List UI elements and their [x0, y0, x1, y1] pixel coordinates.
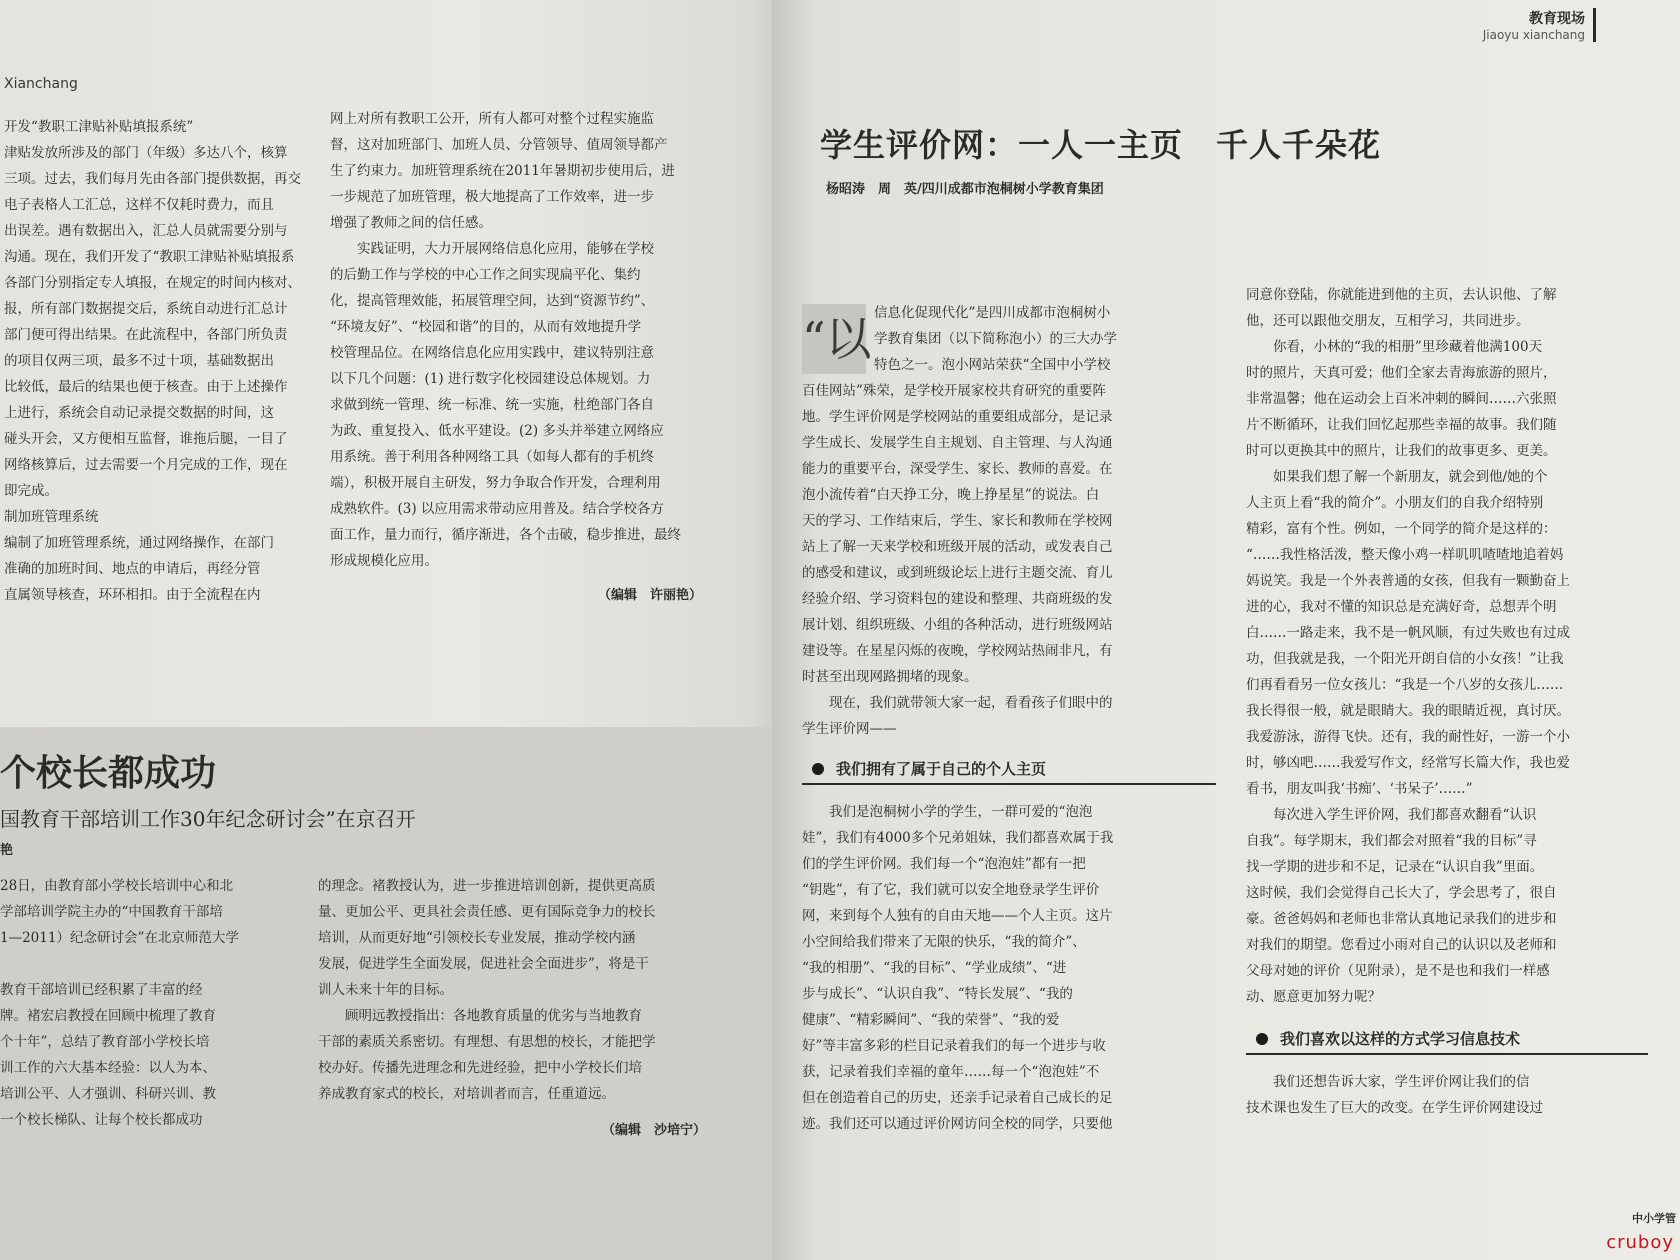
text-line: “环境友好”、“校园和谐”的目的，从而有效地提升学: [330, 319, 642, 335]
editor-credit-bottom: （编辑 沙培宁）: [601, 1123, 706, 1138]
text-line: 学教育集团（以下简称泡小）的三大办学: [874, 331, 1117, 347]
text-line: 获，记录着我们幸福的童年……每一个“泡泡娃”不: [802, 1064, 1100, 1080]
text-line: 开发“教职工津贴补贴填报系统”: [4, 119, 194, 135]
text-line: 娃”，我们有4000多个兄弟姐妹，我们都喜欢属于我: [802, 830, 1114, 846]
text-line: 量、更加公平、更具社会责任感、更有国际竞争力的校长: [318, 904, 656, 920]
text-line: 人主页上看“我的简介”。小朋友们的自我介绍特别: [1246, 495, 1544, 511]
text-line: 编制了加班管理系统，通过网络操作，在部门: [4, 535, 274, 551]
text-line: 健康”、“精彩瞬间”、“我的荣誉”、“我的爱: [802, 1012, 1060, 1028]
text-line: 豪。爸爸妈妈和老师也非常认真地记录我们的进步和: [1246, 911, 1557, 927]
text-line: 报，所有部门数据提交后，系统自动进行汇总计: [4, 301, 288, 317]
text-line: 校管理品位。在网络信息化应用实践中，建议特别注意: [330, 345, 654, 361]
text-line: 校办好。传播先进理念和先进经验，把中小学校长们培: [318, 1060, 642, 1076]
text-line: 个十年”，总结了教育部小学校长培: [0, 1034, 210, 1050]
header-pinyin: Jiaoyu xianchang: [1482, 28, 1585, 42]
text-line: 时甚至出现网路拥堵的现象。: [802, 669, 978, 685]
text-line: 非常温馨；他在运动会上百米冲刺的瞬间……六张照: [1246, 391, 1557, 407]
text-line: 1—2011）纪念研讨会”在北京师范大学: [0, 930, 239, 946]
article-title: 学生评价网：一人一主页 千人千朵花: [820, 126, 1382, 164]
news-column-2: [318, 873, 714, 1138]
news-title: 个校长都成功: [0, 752, 217, 794]
article-column-1: [802, 300, 1216, 1137]
text-line: 我长得很一般，就是眼睛大。我的眼睛近视，真讨厌。: [1246, 703, 1570, 719]
text-line: 好”等丰富多彩的栏目记录着我们的每一个进步与收: [802, 1038, 1106, 1054]
text-line: 百佳网站”殊荣，是学校开展家校共育研究的重要阵: [802, 383, 1106, 399]
text-line: 网，来到每个人独有的自由天地——个人主页。这片: [802, 908, 1113, 924]
text-line: 展计划、组织班级、小组的各种活动，进行班级网站: [802, 617, 1113, 633]
right-page: [772, 0, 1680, 1260]
text-line: 以下几个问题：(1) 进行数字化校园建设总体规划。力: [330, 371, 651, 387]
text-line: 增强了教师之间的信任感。: [330, 215, 492, 231]
text-line: 直属领导核查，环环相扣。由于全流程在内: [4, 587, 261, 603]
section2-text: [1246, 1069, 1648, 1121]
text-line: 能力的重要平台，深受学生、家长、教师的喜爱。在: [802, 461, 1113, 477]
byline: 杨昭涛 周 英/四川成都市泡桐树小学教育集团: [826, 182, 1104, 197]
watermark: cruboy: [1606, 1232, 1674, 1253]
text-line: 的项目仅两三项，最多不过十项，基础数据出: [4, 353, 274, 369]
section-heading-2: [1246, 1022, 1648, 1055]
text-line: 找一学期的进步和不足，记录在“认识自我”里面。: [1246, 859, 1544, 875]
drop-cap: “以: [802, 304, 866, 374]
text-line: 小空间给我们带来了无限的快乐，“我的简介”、: [802, 934, 1086, 950]
text-line: 技术课也发生了巨大的改变。在学生评价网建设过: [1246, 1100, 1543, 1116]
text-line: 时可以更换其中的照片，让我们的故事更多、更美。: [1246, 443, 1557, 459]
text-line: 碰头开会，又方便相互监督，谁拖后腿，一目了: [4, 431, 288, 447]
text-line: 看书，朋友叫我‘书痴’、‘书呆子’……”: [1246, 781, 1473, 797]
text-line: 时的照片，天真可爱；他们全家去青海旅游的照片，: [1246, 365, 1557, 381]
left-col2-text: [330, 106, 714, 574]
text-line: 成熟软件。(3) 以应用需求带动应用普及。结合学校各方: [330, 501, 664, 517]
left-top-column-2: [330, 106, 714, 603]
text-line: 的理念。褚教授认为，进一步推进培训创新，提供更高质: [318, 878, 656, 894]
text-line: 经验介绍、学习资料包的建设和整理、共商班级的发: [802, 591, 1113, 607]
section-heading-1: [802, 752, 1216, 785]
text-line: 白……一路走来，我不是一帆风顺，有过失败也有过成: [1246, 625, 1570, 641]
news-author: 艳: [0, 843, 14, 858]
text-line: 们再看看另一位女孩儿：“我是一个八岁的女孩儿……: [1246, 677, 1564, 693]
left-running-header: Xianchang: [4, 76, 78, 92]
news-box: [0, 727, 774, 1260]
text-line: 学生成长、发展学生自主规划、自主管理、与人沟通: [802, 435, 1113, 451]
text-line: 学生评价网——: [802, 721, 897, 737]
text-line: 形成规模化应用。: [330, 553, 438, 569]
text-line: 自我”。每学期末，我们都会对照着“我的目标”寻: [1246, 833, 1537, 849]
text-line: 地。学生评价网是学校网站的重要组成部分，是记录: [802, 409, 1113, 425]
text-line: “钥匙”，有了它，我们就可以安全地登录学生评价: [802, 882, 1100, 898]
text-line: 父母对她的评价（见附录），是不是也和我们一样感: [1246, 963, 1550, 979]
section-heading-2-label: 我们喜欢以这样的方式学习信息技术: [1280, 1030, 1521, 1048]
text-line: 如果我们想了解一个新朋友，就会到他/她的个: [1246, 469, 1548, 485]
news-col1-text: [0, 873, 290, 1133]
text-line: 泡小流传着“白天挣工分，晚上挣星星”的说法。白: [802, 487, 1100, 503]
text-line: 但在创造着自己的历史，还亲手记录着自己成长的足: [802, 1090, 1113, 1106]
text-line: 我们是泡桐树小学的学生，一群可爱的“泡泡: [802, 804, 1093, 820]
text-line: 训工作的六大基本经验：以人为本、: [0, 1060, 216, 1076]
text-line: 比较低，最后的结果也便于核查。由于上述操作: [4, 379, 288, 395]
text-line: 片不断循环，让我们回忆起那些幸福的故事。我们随: [1246, 417, 1557, 433]
text-line: 网络核算后，过去需要一个月完成的工作，现在: [4, 457, 288, 473]
text-line: 教育干部培训已经积累了丰富的经: [0, 982, 203, 998]
text-line: 信息化促现代化”是四川成都市泡桐树小: [874, 305, 1111, 321]
running-header: [1483, 8, 1596, 42]
left-col1-text: [4, 114, 301, 608]
text-line: 即完成。: [4, 483, 58, 499]
text-line: 步与成长”、“认识自我”、“特长发展”、“我的: [802, 986, 1073, 1002]
text-line: 实践证明，大力开展网络信息化应用，能够在学校: [330, 241, 654, 257]
text-line: 对我们的期望。您看过小雨对自己的认识以及老师和: [1246, 937, 1557, 953]
text-line: 督，这对加班部门、加班人员、分管领导、值周领导都产: [330, 137, 668, 153]
section-heading-1-label: 我们拥有了属于自己的个人主页: [836, 760, 1047, 778]
editor-credit-top: （编辑 许丽艳）: [597, 588, 702, 603]
text-line: 面工作，量力而行，循序渐进，各个击破，稳步推进，最终: [330, 527, 681, 543]
text-line: 每次进入学生评价网，我们都喜欢翻看“认识: [1246, 807, 1537, 823]
text-line: “……我性格活泼，整天像小鸡一样叽叽喳喳地追着妈: [1246, 547, 1564, 563]
text-line: 培训，从而更好地“引领校长专业发展，推动学校内涵: [318, 930, 636, 946]
text-line: 三项。过去，我们每月先由各部门提供数据，再交: [4, 171, 301, 187]
text-line: 他，还可以跟他交朋友，互相学习，共同进步。: [1246, 313, 1530, 329]
text-line: 精彩，富有个性。例如，一个同学的简介是这样的：: [1246, 521, 1557, 537]
text-line: 你看，小林的“我的相册”里珍藏着他满100天: [1246, 339, 1543, 355]
text-line: 们的学生评价网。我们每一个“泡泡娃”都有一把: [802, 856, 1086, 872]
text-line: [0, 951, 290, 977]
text-line: 各部门分别指定专人填报，在规定的时间内核对、: [4, 275, 301, 291]
text-line: 培训公平、人才强训、科研兴训、教: [0, 1086, 216, 1102]
text-line: 电子表格人工汇总，这样不仅耗时费力，而且: [4, 197, 274, 213]
text-line: 制加班管理系统: [4, 509, 99, 525]
text-line: 我们还想告诉大家，学生评价网让我们的信: [1246, 1074, 1530, 1090]
news-column-1: [0, 873, 290, 1133]
text-line: 牌。褚宏启教授在回顾中梳理了教育: [0, 1008, 216, 1024]
footer-magazine-name: 中小学管: [1632, 1212, 1676, 1225]
text-line: 准确的加班时间、地点的申请后，再经分管: [4, 561, 261, 577]
text-line: 为政、重复投入、低水平建设。(2) 多头并举建立网络应: [330, 423, 664, 439]
news-subtitle: 国教育干部培训工作30年纪念研讨会”在京召开: [0, 807, 416, 831]
text-line: 网上对所有教职工公开，所有人都可对整个过程实施监: [330, 111, 654, 127]
text-line: 建设等。在星星闪烁的夜晚，学校网站热闹非凡，有: [802, 643, 1113, 659]
text-line: 的后勤工作与学校的中心工作之间实现扁平化、集约: [330, 267, 641, 283]
text-line: 进的心，我对不懂的知识总是充满好奇，总想弄个明: [1246, 599, 1557, 615]
news-col2-text: [318, 873, 714, 1107]
text-line: 一个校长梯队、让每个校长都成功: [0, 1112, 203, 1128]
text-line: 津贴发放所涉及的部门（年级）多达八个，核算: [4, 145, 288, 161]
bullet-icon: [812, 763, 824, 775]
text-line: 特色之一。泡小网站荣获“全国中小学校: [874, 357, 1111, 373]
text-line: 动、愿意更加努力呢？: [1246, 989, 1381, 1005]
text-line: 求做到统一管理、统一标准、统一实施，杜绝部门各自: [330, 397, 654, 413]
bullet-icon: [1256, 1033, 1268, 1045]
text-line: 沟通。现在，我们开发了“教职工津贴补贴填报系: [4, 249, 295, 265]
left-page: [0, 0, 788, 1260]
text-line: 时，够凶吧……我爱写作文，经常写长篇大作，我也爱: [1246, 755, 1570, 771]
text-line: 上进行，系统会自动记录提交数据的时间，这: [4, 405, 274, 421]
header-cn: 教育现场: [1529, 11, 1585, 27]
text-line: 养成教育家式的校长，对培训者而言，任重道远。: [318, 1086, 615, 1102]
text-line: 妈说笑。我是一个外表普通的女孩，但我有一颗勤奋上: [1246, 573, 1570, 589]
text-line: 用系统。善于利用各种网络工具（如每人都有的手机终: [330, 449, 654, 465]
text-line: 化，提高管理效能，拓展管理空间，达到“资源节约”、: [330, 293, 655, 309]
text-line: “我的相册”、“我的目标”、“学业成绩”、“进: [802, 960, 1067, 976]
text-line: 一步规范了加班管理，极大地提高了工作效率，进一步: [330, 189, 654, 205]
text-line: 功，但我就是我，一个阳光开朗自信的小女孩！”让我: [1246, 651, 1564, 667]
text-line: 我爱游泳，游得飞快。还有，我的耐性好，一游一个小: [1246, 729, 1570, 745]
text-line: 天的学习、工作结束后，学生、家长和教师在学校网: [802, 513, 1113, 529]
text-line: 迹。我们还可以通过评价网访问全校的同学，只要他: [802, 1116, 1113, 1132]
text-line: 同意你登陆，你就能进到他的主页，去认识他、了解: [1246, 287, 1557, 303]
text-line: 生了约束力。加班管理系统在2011年暑期初步使用后，进: [330, 163, 675, 179]
left-top-column-1: [4, 114, 301, 608]
col2-text: [1246, 282, 1648, 1010]
text-line: 训人未来十年的目标。: [318, 982, 453, 998]
text-line: 这时候，我们会觉得自己长大了，学会思考了，很自: [1246, 885, 1557, 901]
text-line: 出误差。遇有数据出入，汇总人员就需要分别与: [4, 223, 288, 239]
text-line: 28日，由教育部小学校长培训中心和北: [0, 878, 234, 894]
text-line: 学部培训学院主办的“中国教育干部培: [0, 904, 223, 920]
text-line: 顾明远教授指出：各地教育质量的优劣与当地教育: [318, 1008, 642, 1024]
text-line: 端），积极开展自主研发，努力争取合作开发，合理利用: [330, 475, 661, 491]
article-column-2: [1246, 282, 1648, 1121]
text-line: 的感受和建议，或到班级论坛上进行主题交流、育儿: [802, 565, 1113, 581]
text-line: 部门便可得出结果。在此流程中，各部门所负责: [4, 327, 288, 343]
text-line: 干部的素质关系密切。有理想、有思想的校长，才能把学: [318, 1034, 656, 1050]
section1-text: [802, 799, 1216, 1137]
text-line: 站上了解一天来学校和班级开展的活动，或发表自己: [802, 539, 1113, 555]
text-line: 现在，我们就带领大家一起，看看孩子们眼中的: [802, 695, 1113, 711]
text-line: 发展，促进学生全面发展，促进社会全面进步”，将是干: [318, 956, 649, 972]
